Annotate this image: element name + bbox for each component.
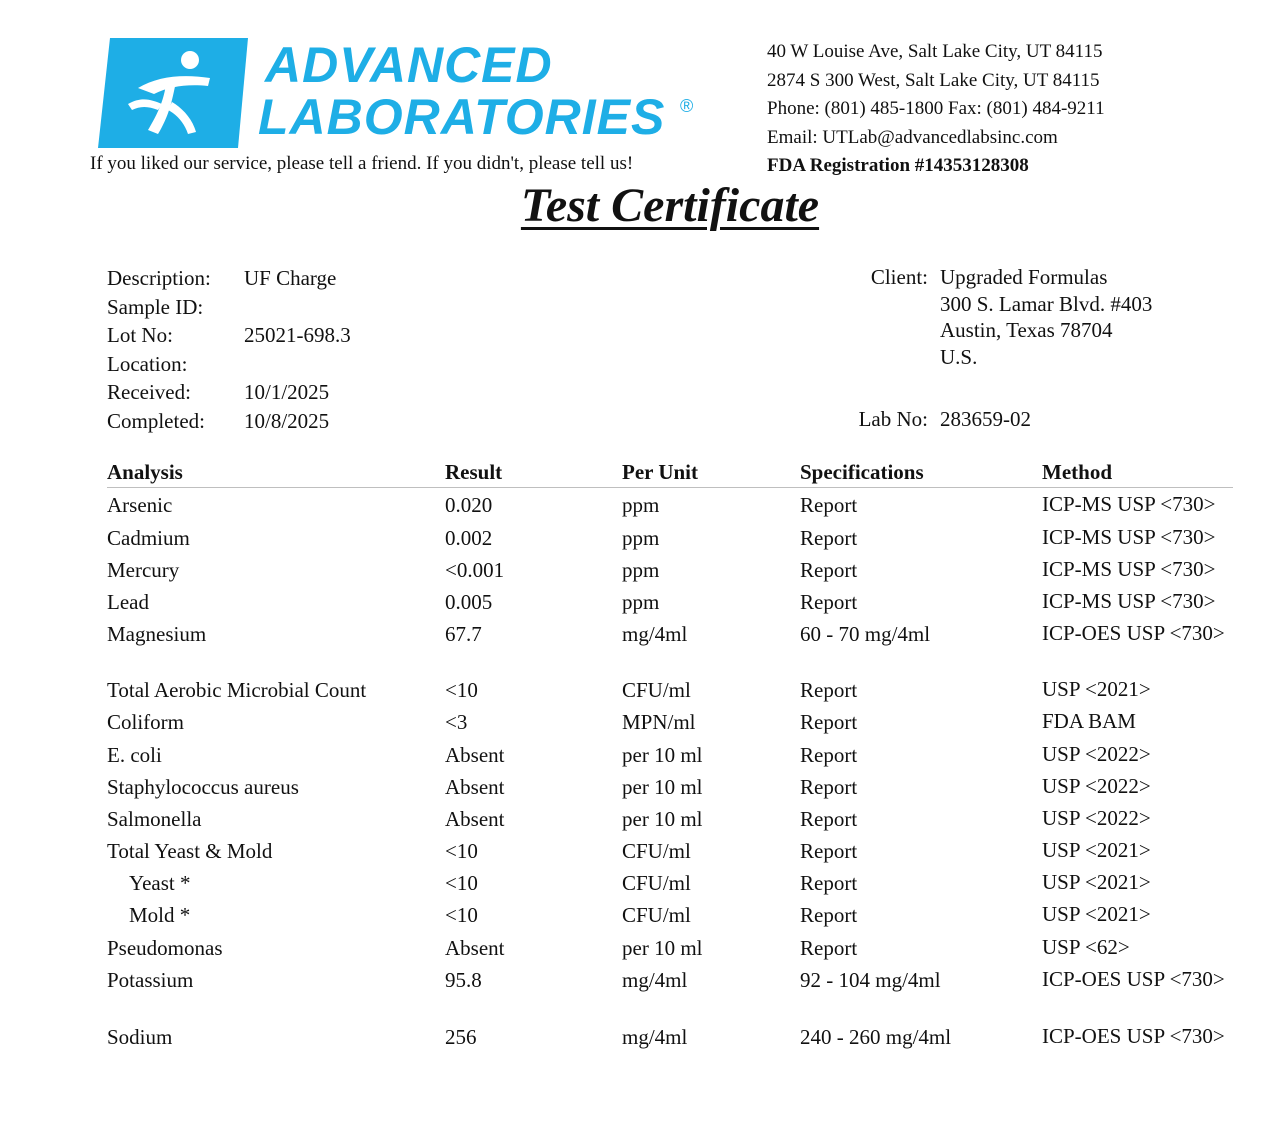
column-header-result: Result <box>445 460 503 484</box>
table-row <box>107 621 1233 677</box>
table-row <box>107 935 1233 967</box>
unit-cell: MPN/ml <box>622 710 696 734</box>
phone-fax-line: Phone: (801) 485-1800 Fax: (801) 484-9211 <box>767 98 1105 119</box>
result-cell: Absent <box>445 775 505 799</box>
received-label: Received: <box>107 380 191 405</box>
analysis-cell: Total Aerobic Microbial Count <box>107 678 367 702</box>
specification-cell: Report <box>800 935 858 960</box>
analysis-cell: Salmonella <box>107 807 202 831</box>
specification-cell: Report <box>800 493 858 517</box>
column-header-specifications: Specifications <box>800 460 924 484</box>
runner-emblem-icon <box>98 38 248 158</box>
method-cell: ICP-MS USP <730> <box>1042 524 1216 549</box>
completed-label: Completed: <box>107 408 205 433</box>
lot-label: Lot No: <box>107 323 173 348</box>
sample-info-block <box>107 264 351 436</box>
unit-cell: CFU/ml <box>622 678 691 702</box>
unit-cell: CFU/ml <box>622 871 691 895</box>
analysis-cell: Arsenic <box>107 493 173 517</box>
result-cell: 95.8 <box>445 967 482 992</box>
result-cell: 0.002 <box>445 525 493 550</box>
specification-cell: Report <box>800 903 858 927</box>
received-row <box>107 378 351 407</box>
result-cell: Absent <box>445 807 505 831</box>
description-label: Description: <box>107 266 211 290</box>
registered-mark: ® <box>680 96 694 116</box>
brand-name-line1: ADVANCED <box>265 37 553 93</box>
unit-cell: mg/4ml <box>622 1024 688 1049</box>
received-value: 10/1/2025 <box>244 380 330 405</box>
specification-cell: Report <box>800 871 858 895</box>
email-line: Email: UTLab@advancedlabsinc.com <box>767 126 1058 148</box>
method-cell: ICP-MS USP <730> <box>1042 492 1216 516</box>
analysis-cell: Coliform <box>107 710 184 734</box>
unit-cell: ppm <box>622 493 660 517</box>
result-cell: <3 <box>445 710 468 734</box>
method-cell: USP <62> <box>1042 934 1130 959</box>
unit-cell: per 10 ml <box>622 742 703 767</box>
fda-registration: FDA Registration #14353128308 <box>767 155 1029 176</box>
results-table <box>107 456 1233 1081</box>
sample-id-row <box>107 293 351 322</box>
method-cell: USP <2021> <box>1042 902 1151 926</box>
specification-cell: 60 - 70 mg/4ml <box>800 622 931 646</box>
location-label: Location: <box>107 351 188 376</box>
method-cell: USP <2021> <box>1042 677 1151 701</box>
client-line: Upgraded Formulas <box>940 265 1108 289</box>
specification-cell: 240 - 260 mg/4ml <box>800 1024 952 1049</box>
specification-cell: Report <box>800 590 858 614</box>
result-cell: <10 <box>445 839 478 863</box>
method-cell: ICP-OES USP <730> <box>1042 1023 1225 1048</box>
unit-cell: ppm <box>622 525 660 550</box>
method-cell: USP <2021> <box>1042 838 1151 862</box>
sample-id-label: Sample ID: <box>107 294 204 319</box>
column-header-unit: Per Unit <box>622 460 699 484</box>
analysis-cell: Pseudomonas <box>107 935 223 960</box>
completed-value: 10/8/2025 <box>244 408 330 433</box>
result-cell: 0.020 <box>445 493 493 517</box>
unit-cell: CFU/ml <box>622 903 691 927</box>
client-block <box>840 264 1152 370</box>
description-value: UF Charge <box>244 266 337 290</box>
specification-cell: Report <box>800 710 858 734</box>
table-row <box>107 709 1233 742</box>
unit-cell: ppm <box>622 558 660 582</box>
unit-cell: per 10 ml <box>622 935 703 960</box>
result-cell: <10 <box>445 678 478 702</box>
result-cell: <0.001 <box>445 558 505 582</box>
method-cell: USP <2022> <box>1042 774 1151 798</box>
brand-name-line2: LABORATORIES <box>258 89 666 145</box>
table-row <box>107 589 1233 621</box>
column-header-method: Method <box>1042 460 1112 484</box>
analysis-cell: Yeast * <box>129 871 191 895</box>
table-row <box>107 806 1233 838</box>
specification-cell: Report <box>800 525 858 550</box>
lab-number-row <box>842 407 1031 432</box>
unit-cell: CFU/ml <box>622 839 691 863</box>
result-cell: <10 <box>445 871 478 895</box>
lot-value: 25021-698.3 <box>244 323 351 348</box>
table-body <box>107 488 1233 1081</box>
address-line: 40 W Louise Ave, Salt Lake City, UT 84115 <box>767 41 1103 62</box>
method-cell: USP <2022> <box>1042 741 1151 766</box>
method-cell: USP <2021> <box>1042 870 1151 894</box>
company-logo <box>90 30 710 155</box>
analysis-cell: Mercury <box>107 558 180 582</box>
lab-no-value: 283659-02 <box>940 407 1031 431</box>
specification-cell: Report <box>800 807 858 831</box>
method-cell: ICP-MS USP <730> <box>1042 557 1216 581</box>
completed-row <box>107 407 351 436</box>
specification-cell: Report <box>800 742 858 767</box>
table-row <box>107 557 1233 589</box>
analysis-cell: Magnesium <box>107 622 207 646</box>
table-row <box>107 1024 1233 1081</box>
analysis-cell: Lead <box>107 590 149 614</box>
analysis-cell: E. coli <box>107 742 162 767</box>
analysis-cell: Sodium <box>107 1024 173 1049</box>
table-row <box>107 838 1233 870</box>
table-row <box>107 967 1233 1024</box>
table-row <box>107 488 1233 525</box>
lab-no-label: Lab No: <box>858 407 928 431</box>
result-cell: <10 <box>445 903 478 927</box>
table-row <box>107 774 1233 806</box>
result-cell: Absent <box>445 742 505 767</box>
specification-cell: Report <box>800 775 858 799</box>
unit-cell: mg/4ml <box>622 622 688 646</box>
lot-row <box>107 321 351 350</box>
tagline: If you liked our service, please tell a friend. If you didn't, please tell us! <box>90 153 634 174</box>
analysis-cell: Mold * <box>129 903 191 927</box>
client-label: Client: <box>870 265 928 289</box>
method-cell: ICP-OES USP <730> <box>1042 621 1225 645</box>
analysis-cell: Total Yeast & Mold <box>107 839 273 863</box>
analysis-cell: Staphylococcus aureus <box>107 775 299 799</box>
method-cell: FDA BAM <box>1042 709 1136 733</box>
table-row <box>107 870 1233 902</box>
description-row <box>107 264 351 293</box>
client-line: 300 S. Lamar Blvd. #403 <box>940 291 1153 316</box>
specification-cell: 92 - 104 mg/4ml <box>800 967 941 992</box>
specification-cell: Report <box>800 558 858 582</box>
client-address <box>928 264 1152 370</box>
analysis-cell: Potassium <box>107 967 194 992</box>
client-line: Austin, Texas 78704 <box>940 318 1113 342</box>
table-row <box>107 677 1233 709</box>
method-cell: ICP-MS USP <730> <box>1042 589 1216 613</box>
document-title: Test Certificate <box>520 179 820 232</box>
client-line: U.S. <box>940 344 978 369</box>
table-row <box>107 525 1233 558</box>
table-header-row <box>107 456 1233 488</box>
table-row <box>107 902 1233 935</box>
result-cell: Absent <box>445 935 505 960</box>
table-row <box>107 742 1233 775</box>
unit-cell: per 10 ml <box>622 807 703 831</box>
unit-cell: per 10 ml <box>622 775 703 799</box>
address-line: 2874 S 300 West, Salt Lake City, UT 84115 <box>767 69 1100 91</box>
analysis-cell: Cadmium <box>107 525 190 550</box>
result-cell: 67.7 <box>445 622 482 646</box>
specification-cell: Report <box>800 839 858 863</box>
method-cell: ICP-OES USP <730> <box>1042 966 1225 991</box>
location-row <box>107 350 351 379</box>
unit-cell: mg/4ml <box>622 967 688 992</box>
column-header-analysis: Analysis <box>107 460 183 484</box>
result-cell: 0.005 <box>445 590 493 614</box>
unit-cell: ppm <box>622 590 660 614</box>
lab-address-block <box>767 38 1105 181</box>
client-row <box>840 264 1152 370</box>
specification-cell: Report <box>800 678 858 702</box>
result-cell: 256 <box>445 1024 477 1049</box>
method-cell: USP <2022> <box>1042 806 1151 830</box>
